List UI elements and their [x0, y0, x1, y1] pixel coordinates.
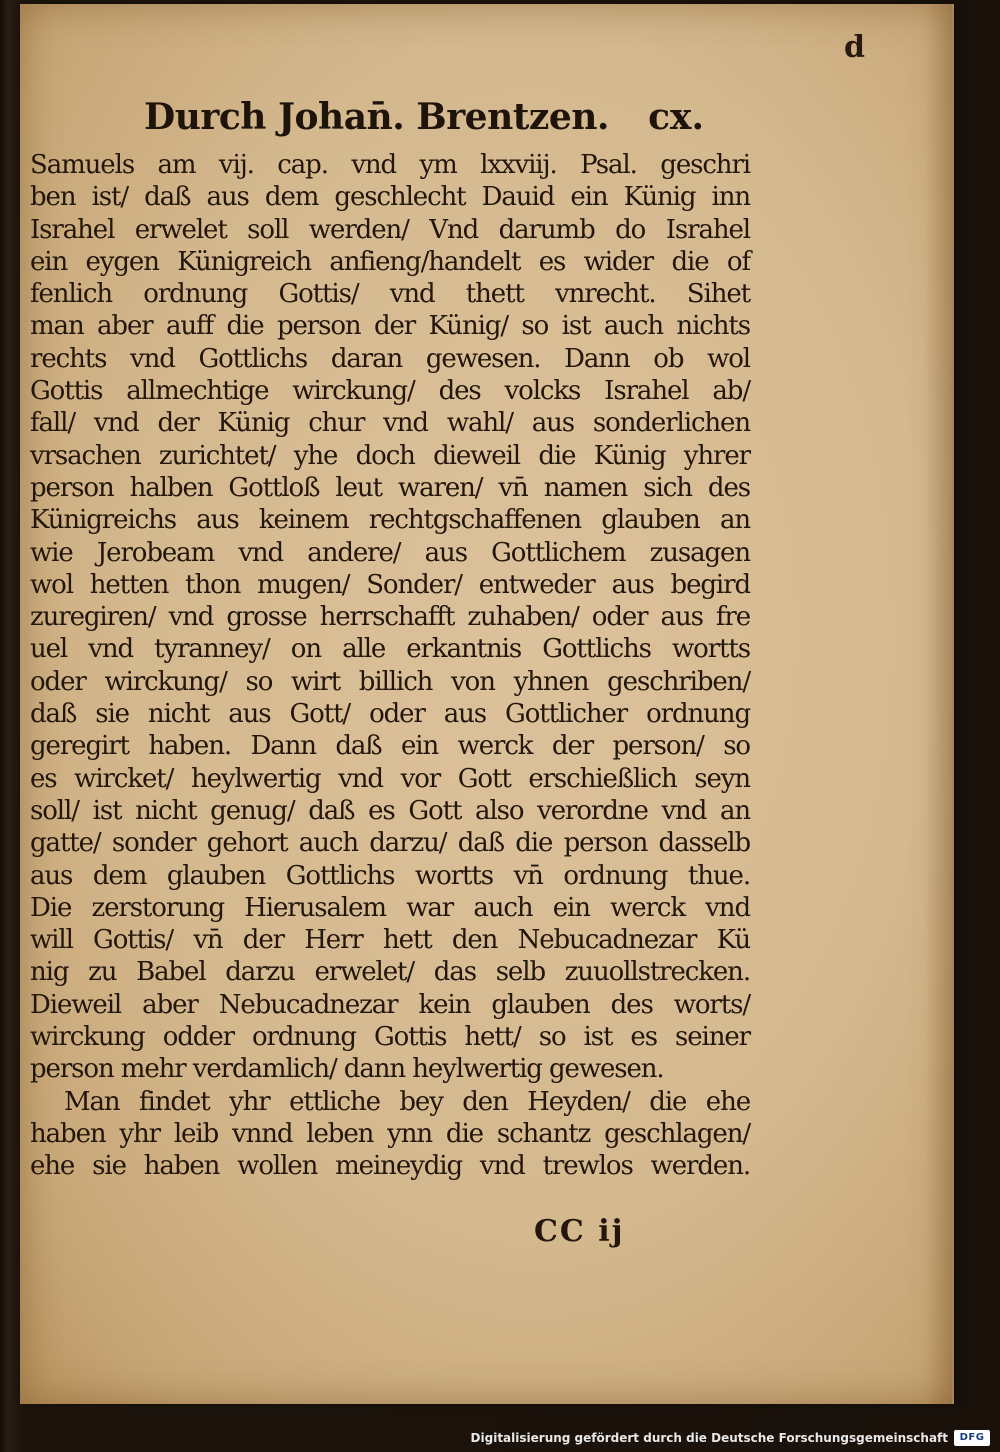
text-line: ben ist/ daß aus dem geschlecht Dauid ein Künig inn [30, 182, 750, 213]
text-line: aus dem glauben Gottlichs wortts vn̄ ordnung thue. [30, 860, 750, 891]
text-line: ehe sie haben wollen meineydig vnd trewlos werden. [30, 1151, 750, 1182]
text-line: gatte/ sonder gehort auch darzu/ daß die person dasselb [30, 828, 750, 859]
text-line: es wircket/ heylwertig vnd vor Gott erschießlich seyn [30, 763, 750, 794]
text-line: daß sie nicht aus Gott/ oder aus Gottlicher ordnung [30, 699, 750, 730]
text-line: wol hetten thon mugen/ Sonder/ entweder aus begird [30, 569, 750, 600]
text-line: vrsachen zurichtet/ yhe doch dieweil die Künig yhrer [30, 440, 750, 471]
text-line: rechts vnd Gottlichs daran gewesen. Dann ob wol [30, 343, 750, 374]
text-line: fenlich ordnung Gottis/ vnd thett vnrecht. Sihet [30, 279, 750, 310]
signature-mark: CC ij [534, 1214, 625, 1249]
text-line: Israhel erwelet soll werden/ Vnd darumb do Israhel [30, 214, 750, 245]
text-line: wirckung odder ordnung Gottis hett/ so ist es seiner [30, 1022, 750, 1053]
body-text [30, 149, 750, 1183]
dfg-logo-icon: DFG [954, 1430, 990, 1446]
text-line: uel vnd tyranney/ on alle erkantnis Gottlichs wortts [30, 634, 750, 665]
folio-number: cx. [648, 96, 704, 138]
text-line: will Gottis/ vn̄ der Herr hett den Nebucadnezar Kü [30, 925, 750, 956]
text-line: soll/ ist nicht genug/ daß es Gott also verordne vnd an [30, 795, 750, 826]
footer-bar [0, 1428, 1000, 1452]
text-line: person mehr verdamlich/ dann heylwertig gewesen. [30, 1054, 664, 1085]
text-line: Die zerstorung Hierusalem war auch ein werck vnd [30, 892, 750, 923]
text-line: haben yhr leib vnnd leben ynn die schantz geschlagen/ [30, 1118, 750, 1149]
text-line: wie Jerobeam vnd andere/ aus Gottlichem zusagen [30, 537, 750, 568]
running-head-title: Durch Johan̄. Brentzen. [144, 96, 609, 138]
funding-credit: Digitalisierung gefördert durch die Deutsche Forschungsgemeinschaft [470, 1431, 948, 1445]
text-line: nig zu Babel darzu erwelet/ das selb zuuollstrecken. [30, 957, 750, 988]
text-line: oder wirckung/ so wirt billich von yhnen geschriben/ [30, 666, 750, 697]
text-line: Gottis allmechtige wirckung/ des volcks Israhel ab/ [30, 376, 750, 407]
text-line: man aber auff die person der Künig/ so ist auch nichts [30, 311, 750, 342]
text-line: Samuels am vij. cap. vnd ym lxxviij. Psal. geschri [30, 150, 750, 180]
text-line: fall/ vnd der Künig chur vnd wahl/ aus sonderlichen [30, 408, 750, 439]
text-line: zuregiren/ vnd grosse herrschafft zuhaben/ oder aus fre [30, 602, 750, 633]
running-head [144, 96, 704, 148]
book-page [20, 4, 954, 1404]
text-line: person halben Gottloß leut waren/ vn̄ namen sich des [30, 472, 750, 503]
text-line: geregirt haben. Dann daß ein werck der person/ so [30, 731, 750, 762]
text-line: ein eygen Künigreich anfieng/handelt es wider die of [30, 246, 750, 277]
text-line: Dieweil aber Nebucadnezar kein glauben des worts/ [30, 989, 750, 1020]
text-line: Man findet yhr ettliche bey den Heyden/ die ehe [64, 1086, 750, 1117]
corner-mark: d [844, 30, 865, 65]
text-line: Künigreichs aus keinem rechtgschaffenen glauben an [30, 505, 750, 536]
